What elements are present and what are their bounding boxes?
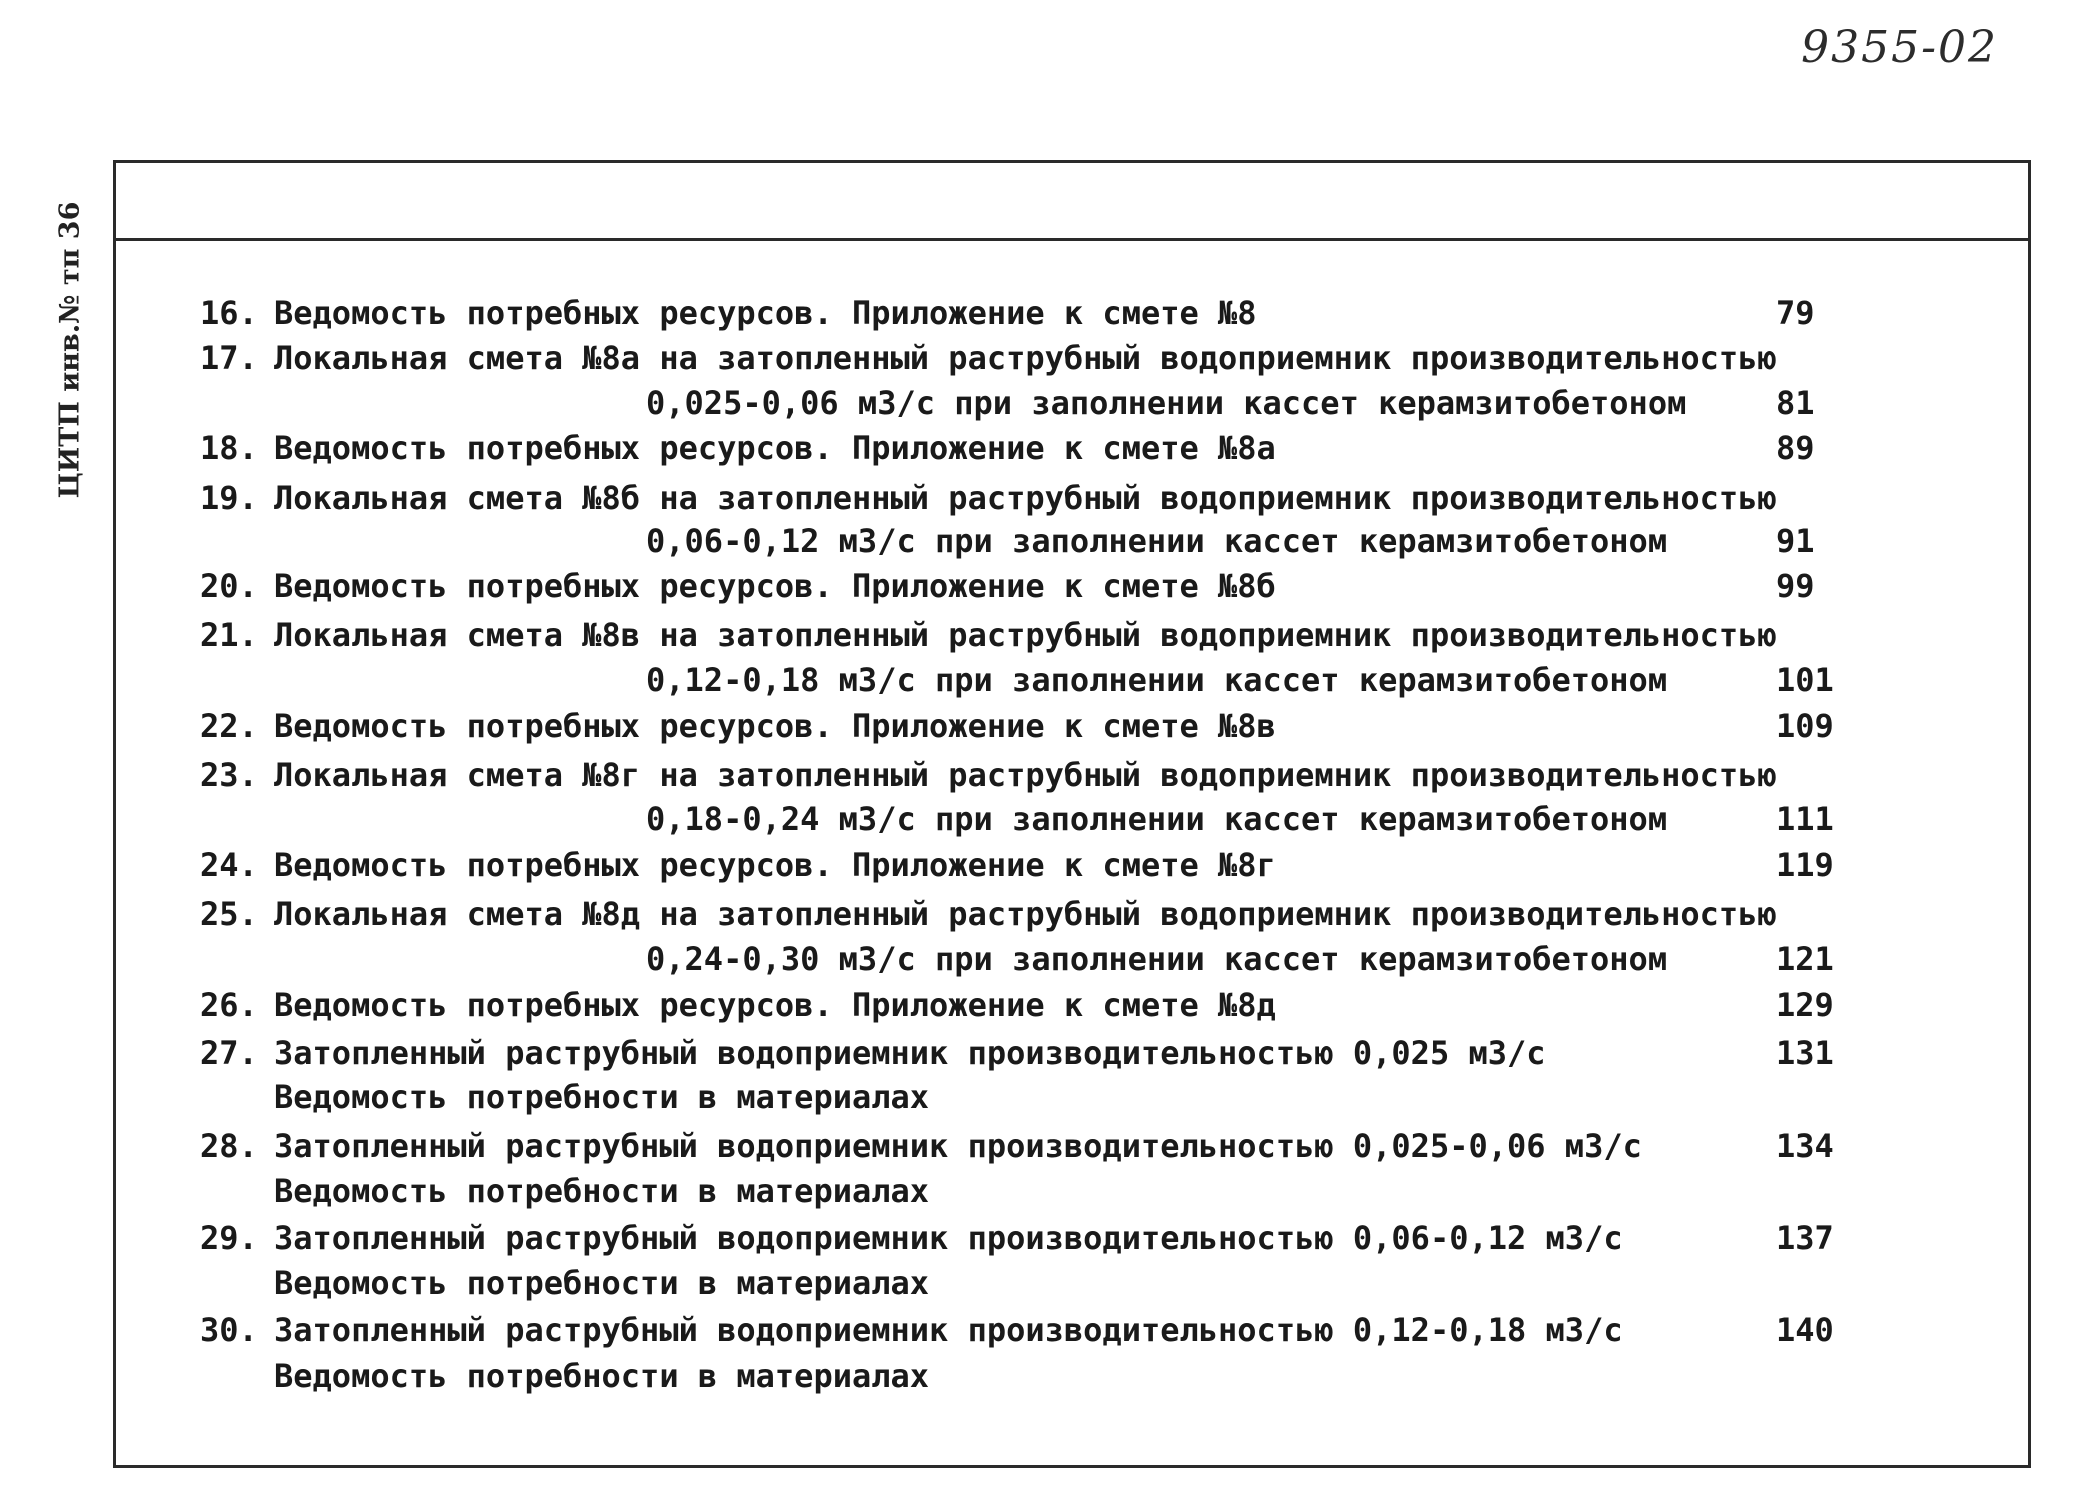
entry-number: 16. (200, 294, 258, 332)
entry-title-line: Ведомость потребных ресурсов. Приложение к смете №8г (274, 846, 1276, 884)
entry-number: 27. (200, 1034, 258, 1072)
entry-title-line: Ведомость потребности в материалах (274, 1264, 930, 1302)
entry-title-line: Ведомость потребных ресурсов. Приложение к смете №8б (274, 567, 1276, 605)
entry-number: 29. (200, 1219, 258, 1257)
archive-stamp (52, 170, 88, 530)
entry-number: 25. (200, 895, 258, 933)
entry-page-number: 131 (1776, 1034, 1834, 1072)
entry-page-number: 89 (1776, 429, 1815, 467)
entry-number: 22. (200, 707, 258, 745)
entry-number: 21. (200, 616, 258, 654)
entry-title-line: Локальная смета №8в на затопленный раструбный водоприемник производительностью (274, 616, 1777, 654)
entry-page-number: 101 (1776, 661, 1834, 699)
entry-number: 26. (200, 986, 258, 1024)
entry-title-line: Ведомость потребных ресурсов. Приложение к смете №8 (274, 294, 1257, 332)
entry-number: 28. (200, 1127, 258, 1165)
entry-number: 30. (200, 1311, 258, 1349)
entry-title-line: Локальная смета №8а на затопленный раструбный водоприемник производительностью (274, 339, 1777, 377)
document-number-handwritten: 9355-02 (1801, 22, 1998, 73)
entry-title-line: Затопленный раструбный водоприемник производительностью 0,025-0,06 м3/с (274, 1127, 1642, 1165)
entry-page-number: 137 (1776, 1219, 1834, 1257)
entry-page-number: 109 (1776, 707, 1834, 745)
entry-number: 18. (200, 429, 258, 467)
entry-title-line: Ведомость потребных ресурсов. Приложение к смете №8д (274, 986, 1276, 1024)
entry-title-line: 0,025-0,06 м3/с при заполнении кассет керамзитобетоном (646, 384, 1687, 422)
entry-title-line: 0,06-0,12 м3/с при заполнении кассет керамзитобетоном (646, 522, 1668, 560)
document-frame (113, 160, 2031, 1468)
entry-page-number: 79 (1776, 294, 1815, 332)
entry-title-line: 0,24-0,30 м3/с при заполнении кассет керамзитобетоном (646, 940, 1668, 978)
entry-page-number: 129 (1776, 986, 1834, 1024)
entry-page-number: 81 (1776, 384, 1815, 422)
archive-stamp-text: ЦИТП инв.№ тп 36 (54, 201, 86, 499)
entry-page-number: 140 (1776, 1311, 1834, 1349)
entry-page-number: 111 (1776, 800, 1834, 838)
entry-page-number: 99 (1776, 567, 1815, 605)
entry-title-line: Локальная смета №8б на затопленный раструбный водоприемник производительностью (274, 479, 1777, 517)
entry-page-number: 121 (1776, 940, 1834, 978)
entry-title-line: Ведомость потребных ресурсов. Приложение к смете №8а (274, 429, 1276, 467)
entry-number: 20. (200, 567, 258, 605)
entry-title-line: Локальная смета №8г на затопленный раструбный водоприемник производительностью (274, 756, 1777, 794)
entry-page-number: 119 (1776, 846, 1834, 884)
entry-page-number: 91 (1776, 522, 1815, 560)
entry-title-line: Ведомость потребности в материалах (274, 1172, 930, 1210)
table-of-contents (116, 163, 2028, 1465)
entry-title-line: Ведомость потребных ресурсов. Приложение к смете №8в (274, 707, 1276, 745)
entry-page-number: 134 (1776, 1127, 1834, 1165)
entry-title-line: Затопленный раструбный водоприемник производительностью 0,025 м3/с (274, 1034, 1546, 1072)
entry-title-line: Затопленный раструбный водоприемник производительностью 0,12-0,18 м3/с (274, 1311, 1623, 1349)
entry-title-line: 0,18-0,24 м3/с при заполнении кассет керамзитобетоном (646, 800, 1668, 838)
entry-title-line: Ведомость потребности в материалах (274, 1357, 930, 1395)
entry-number: 19. (200, 479, 258, 517)
entry-title-line: Затопленный раструбный водоприемник производительностью 0,06-0,12 м3/с (274, 1219, 1623, 1257)
entry-title-line: 0,12-0,18 м3/с при заполнении кассет керамзитобетоном (646, 661, 1668, 699)
entry-number: 23. (200, 756, 258, 794)
entry-number: 17. (200, 339, 258, 377)
entry-title-line: Локальная смета №8д на затопленный раструбный водоприемник производительностью (274, 895, 1777, 933)
entry-title-line: Ведомость потребности в материалах (274, 1078, 930, 1116)
entry-number: 24. (200, 846, 258, 884)
